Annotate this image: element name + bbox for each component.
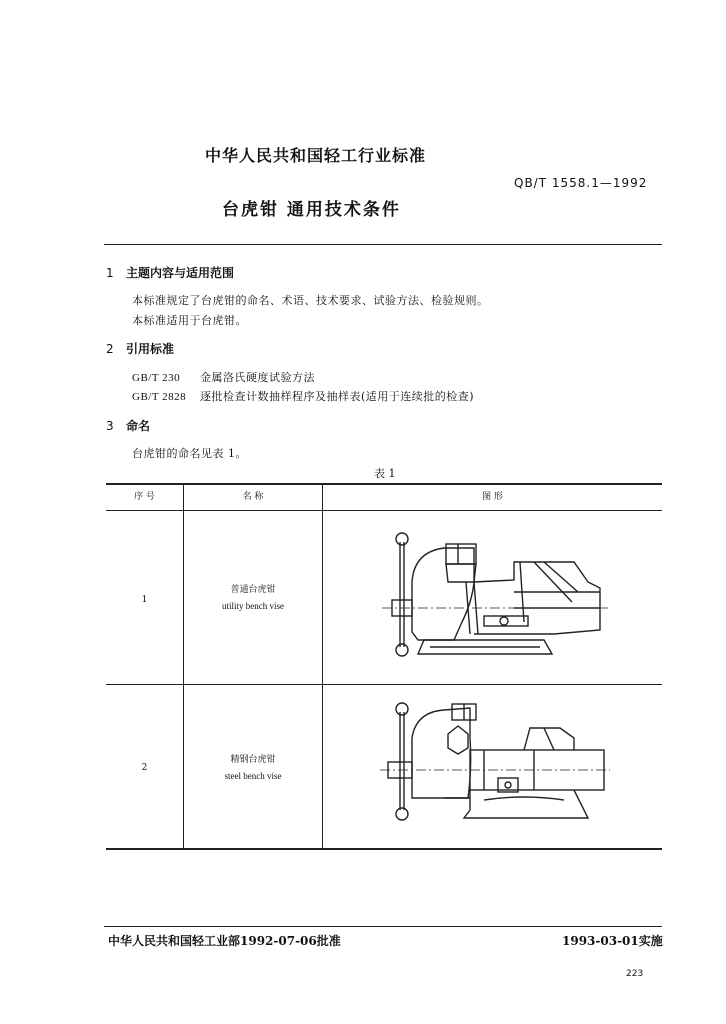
doc-title: 台虎钳 通用技术条件 [222,200,401,220]
reference-1 [132,369,315,385]
table-row-2-no: 2 [141,763,148,773]
table-row-rule [106,684,662,685]
header-name: 名 称 [242,492,264,502]
utility-bench-vise-drawing [374,522,614,662]
table-bottom-rule [106,848,662,850]
section-3-heading [106,417,150,434]
approval-note: 中华人民共和国轻工业部1992-07-06批准 [108,934,341,948]
section-1-line-1: 本标准规定了台虎钳的命名、术语、技术要求、试验方法、检验规则。 [132,294,489,307]
page-number: 223 [626,969,644,979]
steel-bench-vise-drawing [374,698,614,828]
footer-rule [104,926,662,927]
table-caption: 表 1 [374,467,396,480]
implementation-date: 1993-03-01实施 [562,934,663,948]
section-title: 引用标准 [126,342,175,356]
table-header-rule [106,510,662,511]
section-number: 1 [106,266,114,280]
section-title: 主题内容与适用范围 [126,266,235,280]
table-col-divider-1 [183,483,184,849]
section-number: 3 [106,419,114,433]
reference-code: GB/T 230 [132,372,181,384]
header-rule [104,244,662,245]
section-2-heading [106,340,174,357]
table-row-1-name-en: utility bench vise [222,601,284,611]
table-col-divider-2 [322,483,323,849]
section-1-heading [106,264,234,281]
header-no: 序 号 [134,492,155,502]
reference-text: 逐批检查计数抽样程序及抽样表(适用于连续批的检查) [200,390,475,403]
table-row-2-name-en: steel bench vise [224,771,282,781]
table-row-2-name-cn: 精钢台虎钳 [230,755,276,765]
header-figure: 图 形 [482,492,503,502]
reference-text: 金属洛氏硬度试验方法 [200,371,315,384]
section-title: 命名 [126,419,151,433]
org-title: 中华人民共和国轻工行业标准 [205,146,427,165]
section-number: 2 [106,342,114,356]
table-row-1-name-cn: 普通台虎钳 [230,585,276,595]
section-3-line-1: 台虎钳的命名见表 1。 [132,447,247,460]
section-1-line-2: 本标准适用于台虎钳。 [132,314,247,327]
reference-2 [132,388,474,404]
table-top-rule [106,483,662,485]
table-row-1-no: 1 [141,595,148,605]
standard-number: QB/T 1558.1—1992 [514,176,648,190]
reference-code: GB/T 2828 [132,391,187,403]
